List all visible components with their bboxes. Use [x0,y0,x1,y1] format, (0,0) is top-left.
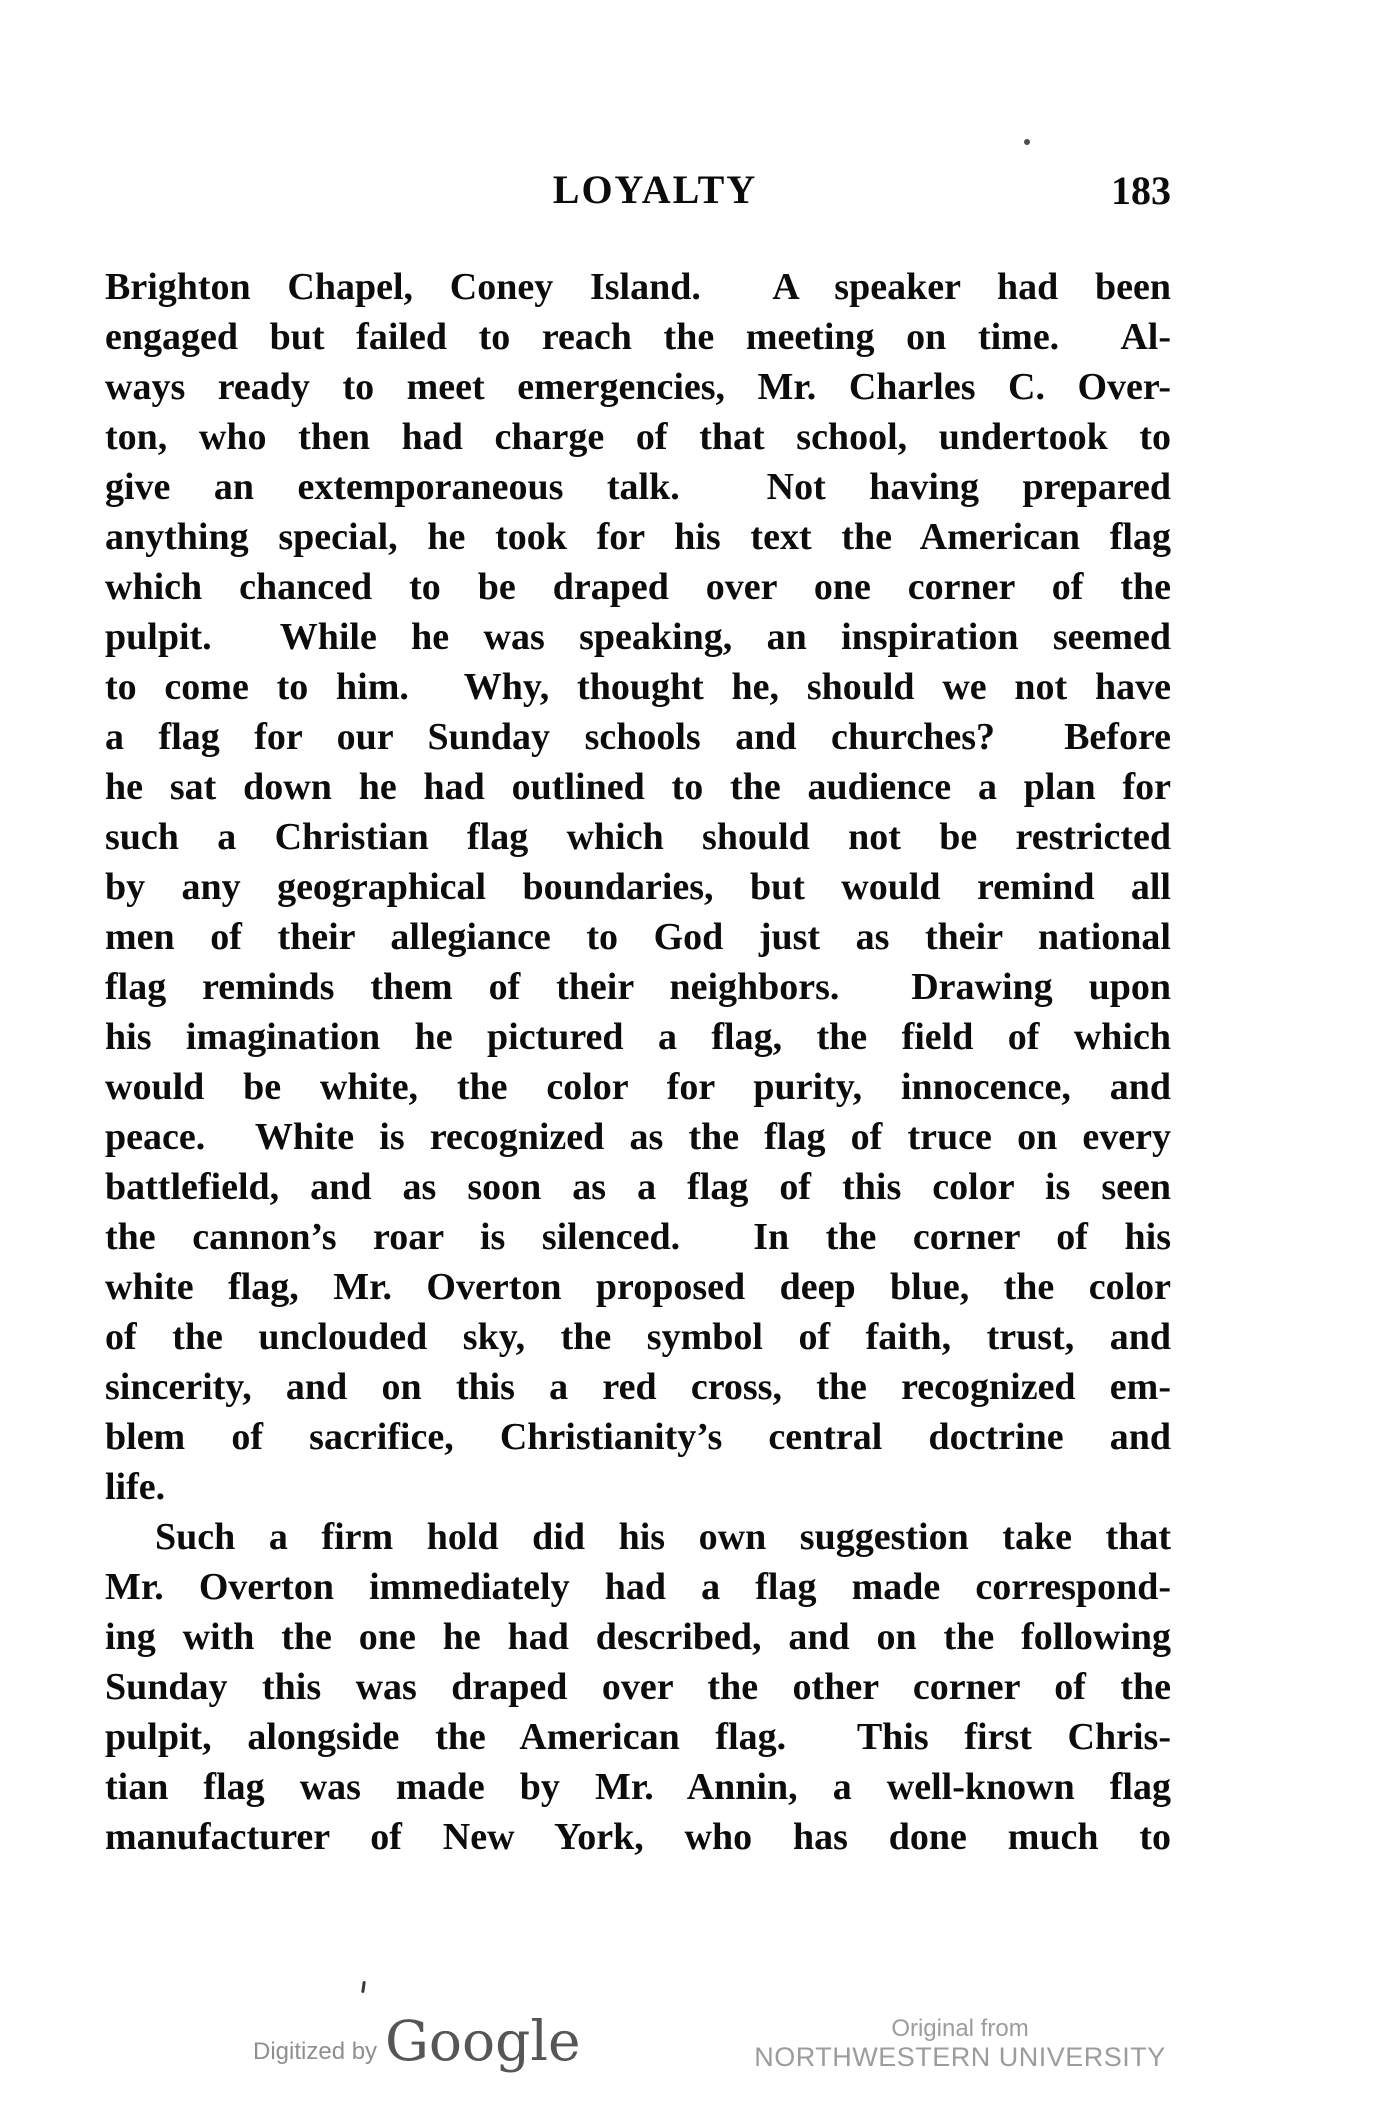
body-text [105,262,1171,1862]
text-line: pulpit, alongside the American flag. This first Chris- [105,1716,1171,1758]
text-line: such a Christian flag which should not be restricted [105,816,1171,858]
text-line: engaged but failed to reach the meeting on time. Al- [105,316,1171,358]
text-line: battlefield, and as soon as a flag of this color is seen [105,1166,1171,1208]
text-line: blem of sacrifice, Christianity’s central doctrine and [105,1416,1171,1458]
text-line: the cannon’s roar is silenced. In the corner of his [105,1216,1171,1258]
text-line: of the unclouded sky, the symbol of faith, trust, and [105,1316,1171,1358]
text-line: give an extemporaneous talk. Not having prepared [105,466,1171,508]
text-line: manufacturer of New York, who has done much to [105,1816,1171,1858]
institution-label: NORTHWESTERN UNIVERSITY [754,2042,1166,2072]
text-line: Brighton Chapel, Coney Island. A speaker had been [105,266,1171,308]
text-line: Mr. Overton immediately had a flag made correspond- [105,1566,1171,1608]
text-line: pulpit. While he was speaking, an inspiration seemed [105,616,1171,658]
text-line: Sunday this was draped over the other corner of the [105,1666,1171,1708]
text-line: would be white, the color for purity, innocence, and [105,1066,1171,1108]
text-line: Such a firm hold did his own suggestion take that [155,1516,1171,1558]
google-logo: Google [385,2009,581,2073]
text-line: ways ready to meet emergencies, Mr. Charles C. Over- [105,366,1171,408]
text-line: anything special, he took for his text the American flag [105,516,1171,558]
text-line: ing with the one he had described, and on the following [105,1616,1171,1658]
text-line: which chanced to be draped over one corner of the [105,566,1171,608]
text-line: his imagination he pictured a flag, the field of which [105,1016,1171,1058]
text-line: he sat down he had outlined to the audience a plan for [105,766,1171,808]
text-line: ton, who then had charge of that school, undertook to [105,416,1171,458]
text-line: flag reminds them of their neighbors. Drawing upon [105,966,1171,1008]
text-line: tian flag was made by Mr. Annin, a well-known flag [105,1766,1171,1808]
text-line: life. [105,1466,166,1508]
scan-artifact-tick [361,1981,366,1993]
text-line: by any geographical boundaries, but would remind all [105,866,1171,908]
text-line: a flag for our Sunday schools and churches? Before [105,716,1171,758]
text-line: sincerity, and on this a red cross, the recognized em- [105,1366,1171,1408]
provenance-note [710,2016,1210,2072]
running-header [105,168,1171,218]
text-line: to come to him. Why, thought he, should we not have [105,666,1171,708]
text-line: men of their allegiance to God just as their national [105,916,1171,958]
page-number: 183 [1111,168,1171,213]
original-from-label: Original from [891,2015,1029,2042]
scan-artifact-dot [1024,139,1030,145]
text-line: peace. White is recognized as the flag of truce on every [105,1116,1171,1158]
text-line: white flag, Mr. Overton proposed deep blue, the color [105,1266,1171,1308]
chapter-title: LOYALTY [552,167,758,212]
digitized-by-label: Digitized by [253,2038,378,2065]
